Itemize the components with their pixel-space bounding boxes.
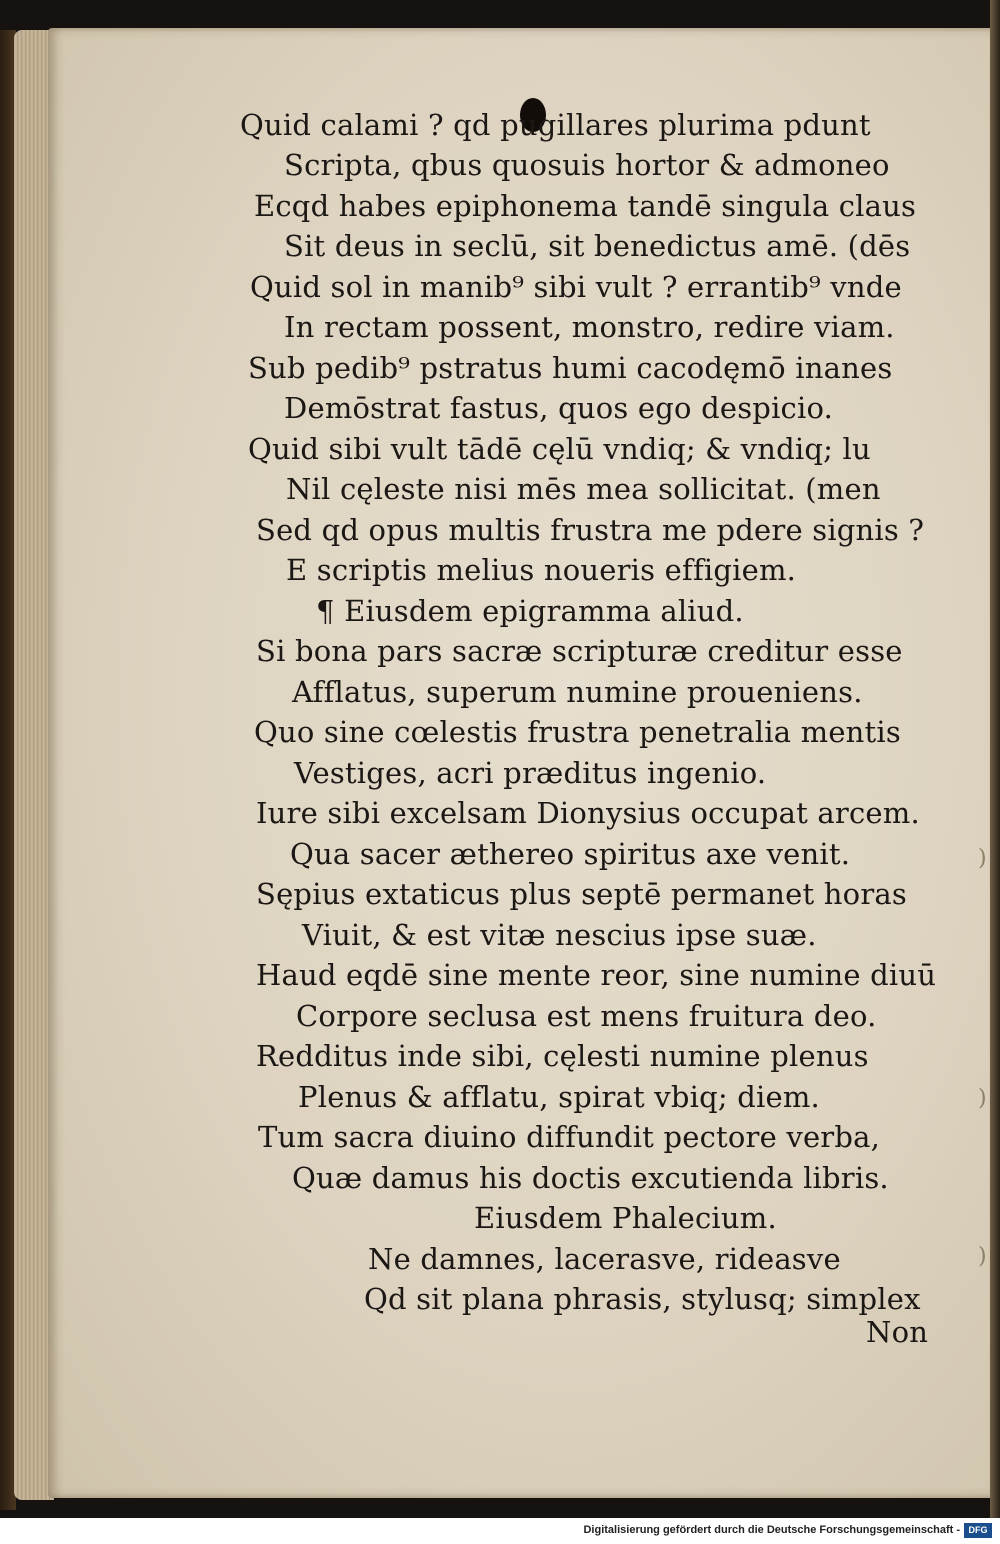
text-line: Qd sit plana phrasis, stylusq; simplex: [364, 1282, 921, 1316]
text-line: In rectam possent, monstro, redire viam.: [284, 310, 895, 344]
text-line: Quo sine cœlestis frustra penetralia mentis: [254, 715, 901, 749]
text-line: Quid sol in manib⁹ sibi vult ? errantib⁹ vnde: [250, 270, 902, 304]
text-line: Quid calami ? qd pugillares plurima pdunt: [240, 108, 871, 142]
margin-mark: ): [978, 846, 987, 871]
text-line: Sed qd opus multis frustra me pdere signis ?: [256, 513, 925, 547]
text-line: Sub pedib⁹ pstratus humi cacodęmō inanes: [248, 351, 893, 385]
catchword: Non: [866, 1315, 929, 1349]
text-line: Quid sibi vult tādē cęlū vndiq; & vndiq; lu: [248, 432, 871, 466]
text-line: Sit deus in seclū, sit benedictus amē. (dēs: [284, 229, 911, 263]
text-line: Qua sacer æthereo spiritus axe venit.: [290, 837, 851, 871]
text-line: Ecqd habes epiphonema tandē singula claus: [254, 189, 917, 223]
text-line: Haud eqdē sine mente reor, sine numine diuū: [256, 958, 937, 992]
text-line: Ne damnes, lacerasve, rideasve: [368, 1242, 841, 1276]
footer-bar: [0, 1518, 1000, 1544]
text-line: Afflatus, superum numine proueniens.: [292, 675, 863, 709]
section-heading: ¶ Eiusdem epigramma aliud.: [316, 594, 744, 628]
text-line: Tum sacra diuino diffundit pectore verba,: [258, 1120, 881, 1154]
text-line: Corpore seclusa est mens fruitura deo.: [296, 999, 877, 1033]
text-line: Demōstrat fastus, quos ego despicio.: [284, 391, 834, 425]
text-line: Si bona pars sacræ scripturæ creditur esse: [256, 634, 903, 668]
text-line: Redditus inde sibi, cęlesti numine plenus: [256, 1039, 869, 1073]
text-line: Nil cęleste nisi mēs mea sollicitat. (men: [286, 472, 881, 506]
margin-mark: ): [978, 1244, 987, 1269]
text-line: Plenus & afflatu, spirat vbiq; diem.: [298, 1080, 820, 1114]
text-line: Scripta, qbus quosuis hortor & admoneo: [284, 148, 890, 182]
section-heading: Eiusdem Phalecium.: [474, 1201, 777, 1235]
text-line: Iure sibi excelsam Dionysius occupat arcem.: [256, 796, 920, 830]
text-line: E scriptis melius noueris effigiem.: [286, 553, 797, 587]
margin-mark: ): [978, 1086, 987, 1111]
text-line: Quæ damus his doctis excutienda libris.: [292, 1161, 889, 1195]
text-line: Vestiges, acri præditus ingenio.: [294, 756, 767, 790]
text-line: Viuit, & est vitæ nescius ipse suæ.: [302, 918, 817, 952]
dfg-logo: DFG: [964, 1523, 992, 1538]
funding-credit: Digitalisierung gefördert durch die Deutsche Forschungsgemeinschaft -: [583, 1524, 960, 1536]
text-line: Sępius extaticus plus septē permanet horas: [256, 877, 907, 911]
